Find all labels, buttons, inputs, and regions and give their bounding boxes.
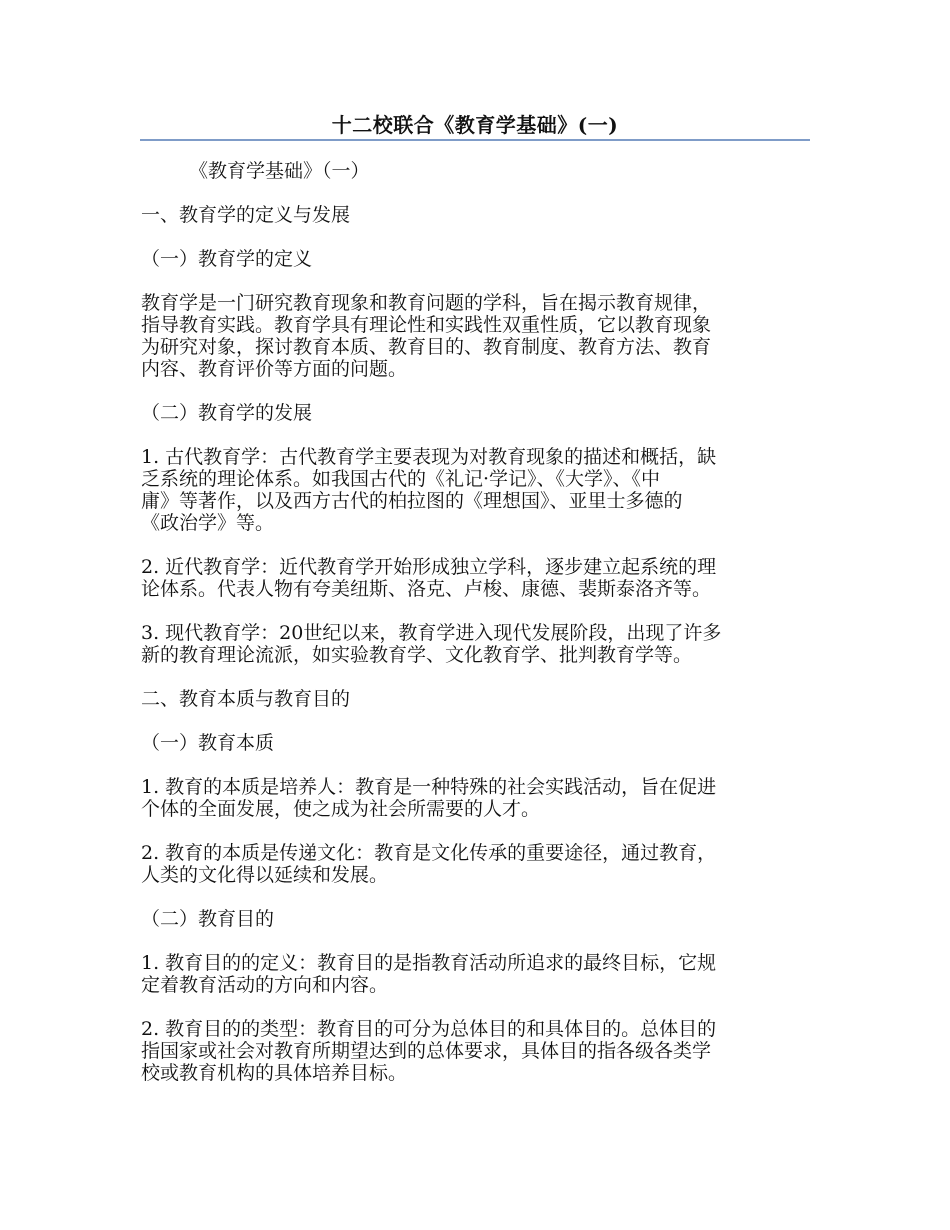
title-underline (140, 139, 810, 141)
paragraph-spacer (141, 886, 813, 908)
paragraph-spacer (141, 534, 813, 556)
paragraph-spacer (141, 600, 813, 622)
paragraph-spacer (141, 182, 813, 204)
text-line: 1. 教育的本质是培养人：教育是一种特殊的社会实践活动，旨在促进 (141, 776, 717, 798)
text-line: 《政治学》等。 (141, 512, 275, 534)
text-line: （二）教育学的发展 (141, 402, 313, 424)
paragraph (141, 952, 813, 996)
text-line: 1. 教育目的的定义：教育目的是指教育活动所追求的最终目标，它规 (141, 952, 717, 974)
paragraph (141, 842, 813, 886)
document-title: 十二校联合《教育学基础》(一) (331, 113, 619, 137)
text-line: 庸》等著作，以及西方古代的柏拉图的《理想国》、亚里士多德的 (141, 490, 683, 512)
paragraph-spacer (141, 424, 813, 446)
paragraph-spacer (141, 380, 813, 402)
text-line: （二）教育目的 (141, 908, 275, 930)
text-line: 一、教育学的定义与发展 (141, 204, 351, 226)
section-heading (141, 688, 813, 710)
text-line: 指导教育实践。教育学具有理论性和实践性双重性质，它以教育现象 (141, 314, 712, 336)
paragraph-spacer (141, 930, 813, 952)
document-body (141, 160, 813, 1084)
text-line: 教育学是一门研究教育现象和教育问题的学科，旨在揭示教育规律， (141, 292, 712, 314)
text-line: 2. 近代教育学：近代教育学开始形成独立学科，逐步建立起系统的理 (141, 556, 717, 578)
paragraph (141, 292, 813, 380)
paragraph (141, 776, 813, 820)
text-line: 2. 教育目的的类型：教育目的可分为总体目的和具体目的。总体目的 (141, 1018, 717, 1040)
text-line: 新的教育理论流派，如实验教育学、文化教育学、批判教育学等。 (141, 644, 693, 666)
paragraph-spacer (141, 754, 813, 776)
paragraph-spacer (141, 820, 813, 842)
text-line: （一）教育本质 (141, 732, 275, 754)
text-line: 二、教育本质与教育目的 (141, 688, 351, 710)
text-line: 校或教育机构的具体培养目标。 (141, 1062, 408, 1084)
text-line: 2. 教育的本质是传递文化：教育是文化传承的重要途径，通过教育， (141, 842, 717, 864)
text-line: 《教育学基础》（一） (189, 160, 370, 182)
text-line: 1. 古代教育学：古代教育学主要表现为对教育现象的描述和概括，缺 (141, 446, 717, 468)
paragraph-spacer (141, 710, 813, 732)
section-heading (141, 204, 813, 226)
subtitle-line (141, 160, 813, 182)
paragraph (141, 1018, 813, 1084)
paragraph-spacer (141, 996, 813, 1018)
text-line: 论体系。代表人物有夸美纽斯、洛克、卢梭、康德、裴斯泰洛齐等。 (141, 578, 712, 600)
text-line: （一）教育学的定义 (141, 248, 313, 270)
subsection-heading (141, 732, 813, 754)
text-line: 人类的文化得以延续和发展。 (141, 864, 389, 886)
paragraph (141, 446, 813, 534)
subsection-heading (141, 908, 813, 930)
paragraph-spacer (141, 226, 813, 248)
paragraph (141, 622, 813, 666)
text-line: 内容、教育评价等方面的问题。 (141, 358, 408, 380)
paragraph-spacer (141, 666, 813, 688)
paragraph (141, 556, 813, 600)
text-line: 指国家或社会对教育所期望达到的总体要求，具体目的指各级各类学 (141, 1040, 712, 1062)
text-line: 个体的全面发展，使之成为社会所需要的人才。 (141, 798, 541, 820)
text-line: 乏系统的理论体系。如我国古代的《礼记·学记》、《大学》、《中 (141, 468, 661, 490)
text-line: 定着教育活动的方向和内容。 (141, 974, 389, 996)
paragraph-spacer (141, 270, 813, 292)
text-line: 为研究对象，探讨教育本质、教育目的、教育制度、教育方法、教育 (141, 336, 712, 358)
text-line: 3. 现代教育学：20世纪以来，教育学进入现代发展阶段，出现了许多 (141, 622, 722, 644)
subsection-heading (141, 248, 813, 270)
subsection-heading (141, 402, 813, 424)
